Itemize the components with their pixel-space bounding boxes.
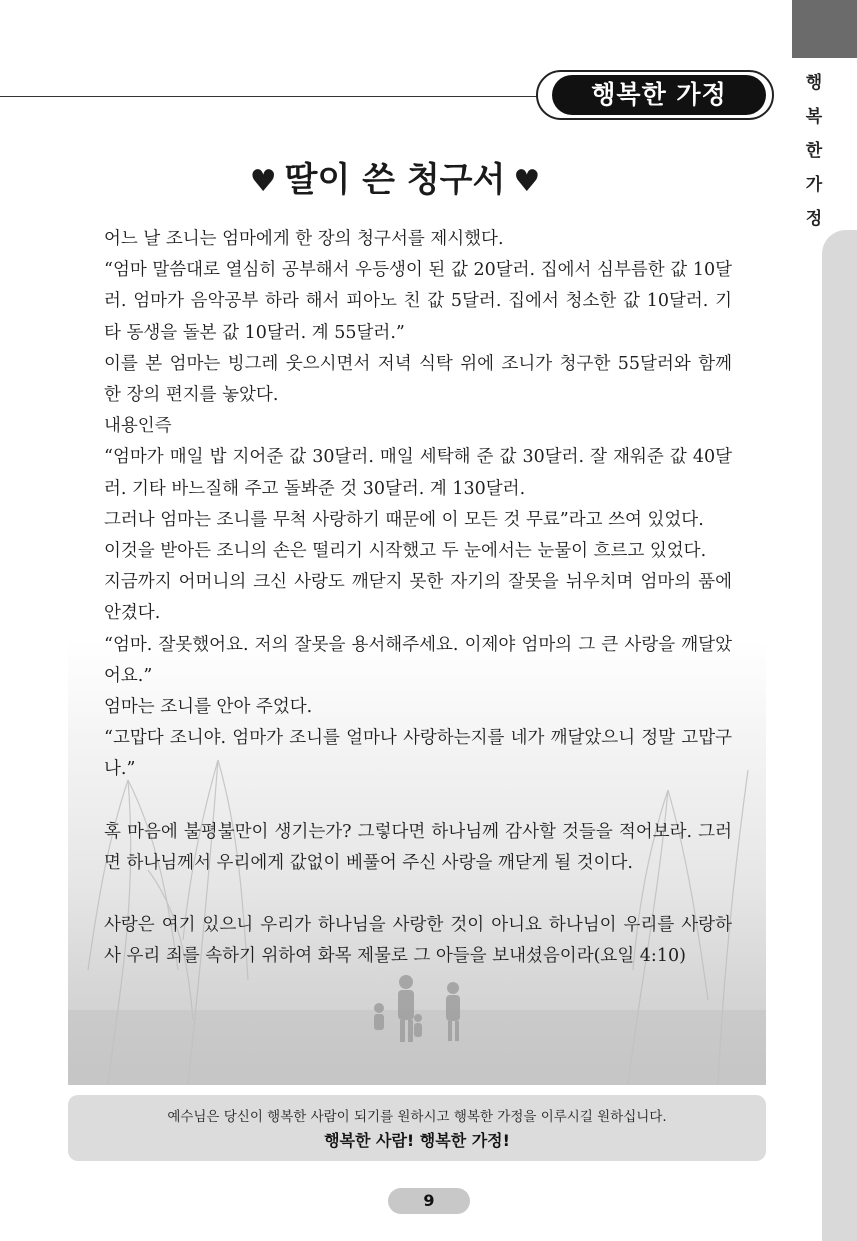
page-title-text: 딸이 쓴 청구서: [284, 160, 506, 200]
paragraph-gap: [104, 879, 732, 910]
article-body: [104, 224, 732, 972]
section-title-badge: 행복한 가정: [552, 75, 766, 115]
paragraph: “엄마가 매일 밥 지어준 값 30달러. 매일 세탁해 준 값 30달러. 잘 재워준 값 40달러. 기타 바느질해 주고 돌봐준 것 30달러. 계 130달러.: [104, 447, 733, 499]
paragraph: 지금까지 어머니의 크신 사랑도 깨닫지 못한 자기의 잘못을 뉘우치며 엄마의 품에 안겼다.: [104, 572, 732, 624]
header-rule: [0, 96, 548, 97]
heart-icon: ♥: [513, 164, 541, 199]
paragraph-gap: [104, 786, 732, 817]
heart-icon: ♥: [249, 164, 277, 199]
paragraph: “엄마. 잘못했어요. 저의 잘못을 용서해주세요. 이제야 엄마의 그 큰 사랑을 깨달았어요.”: [104, 634, 732, 686]
paragraph: 그러나 엄마는 조니를 무척 사랑하기 때문에 이 모든 것 무료”라고 쓰여 있었다.: [104, 509, 704, 530]
paragraph: “고맙다 조니야. 엄마가 조니를 얼마나 사랑하는지를 네가 깨달았으니 정말 고맙구나.”: [104, 728, 732, 780]
side-tab-dark-block: [792, 0, 857, 58]
paragraph: 내용인즉: [104, 416, 172, 437]
footer-slogan: 행복한 사람! 행복한 가정!: [324, 1131, 510, 1150]
side-tab-char: 행: [805, 73, 823, 93]
reflection-paragraph: 혹 마음에 불평불만이 생기는가? 그렇다면 하나님께 감사할 것들을 적어보라. 그러면 하나님께서 우리에게 값없이 베풀어 주신 사랑을 깨닫게 될 것이다.: [104, 821, 732, 873]
footer-banner: [68, 1095, 766, 1161]
paragraph: 이것을 받아든 조니의 손은 떨리기 시작했고 두 눈에서는 눈물이 흐르고 있었다.: [104, 541, 707, 562]
side-tab-char: 정: [805, 209, 823, 229]
side-tab-label: [798, 66, 830, 236]
side-tab-strip: [822, 230, 857, 1241]
paragraph: 어느 날 조니는 엄마에게 한 장의 청구서를 제시했다.: [104, 229, 504, 249]
page-number: 9: [388, 1188, 470, 1214]
side-tab-char: 한: [805, 141, 823, 161]
bible-verse: 사랑은 여기 있으니 우리가 하나님을 사랑한 것이 아니요 하나님이 우리를 사랑하사 우리 죄를 속하기 위하여 화목 제물로 그 아들을 보내셨음이라(요일 4:10): [104, 915, 732, 967]
side-tab-char: 복: [805, 107, 823, 127]
paragraph: 이를 본 엄마는 빙그레 웃으시면서 저녁 식탁 위에 조니가 청구한 55달러와 함께 한 장의 편지를 놓았다.: [104, 353, 732, 406]
footer-message: 예수님은 당신이 행복한 사람이 되기를 원하시고 행복한 가정을 이루시길 원하십니다.: [167, 1109, 667, 1125]
paragraph: 엄마는 조니를 안아 주었다.: [104, 697, 313, 718]
side-tab-char: 가: [805, 175, 823, 195]
paragraph: “엄마 말씀대로 열심히 공부해서 우등생이 된 값 20달러. 집에서 심부름한 값 10달러. 엄마가 음악공부 하라 해서 피아노 친 값 5달러. 집에서 청소한 값 10달러. 기타 동생을 돌본 값 10달러. 계 55달러.”: [104, 260, 732, 343]
page-title: [0, 152, 790, 201]
